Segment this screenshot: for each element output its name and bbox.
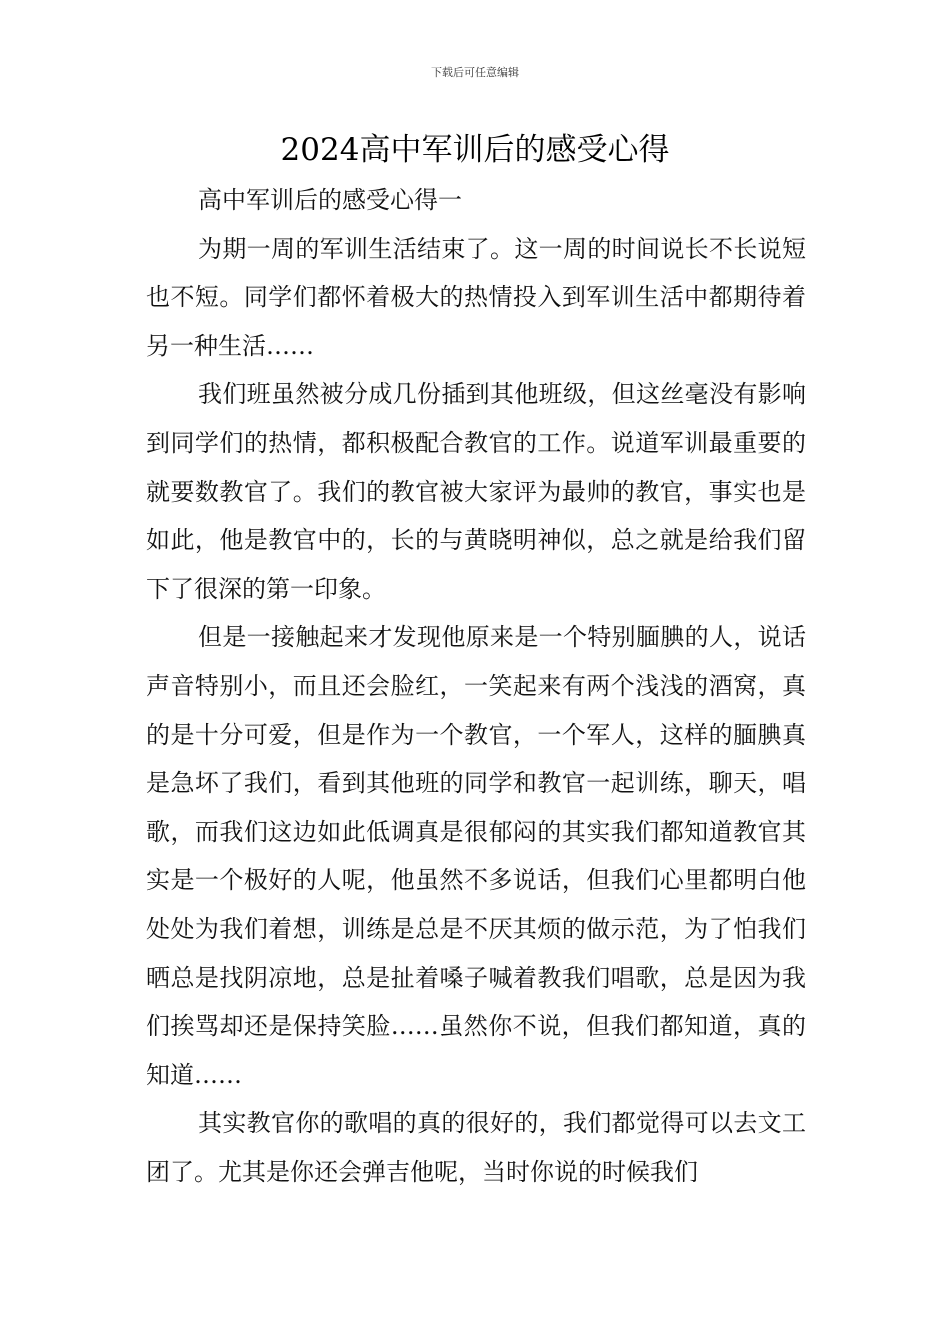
header-note: 下载后可任意编辑 [431, 66, 519, 79]
document-body [146, 176, 806, 1196]
paragraph-subtitle: 高中军训后的感受心得一 [198, 186, 462, 214]
paragraph: 我们班虽然被分成几份插到其他班级，但这丝毫没有影响到同学们的热情，都积极配合教官的工作。说道军训最重要的就要数教官了。我们的教官被大家评为最帅的教官，事实也是如此，他是教官中的，长的与黄晓明神似，总之就是给我们留下了很深的第一印象。 [146, 380, 806, 603]
paragraph: 但是一接触起来才发现他原来是一个特别腼腆的人，说话声音特别小，而且还会脸红，一笑起来有两个浅浅的酒窝，真的是十分可爱，但是作为一个教官，一个军人，这样的腼腆真是急坏了我们，看到其他班的同学和教官一起训练，聊天，唱歌，而我们这边如此低调真是很郁闷的其实我们都知道教官其实是一个极好的人呢，他虽然不多说话，但我们心里都明白他处处为我们着想，训练是总是不厌其烦的做示范，为了怕我们晒总是找阴凉地，总是扯着嗓子喊着教我们唱歌，总是因为我们挨骂却还是保持笑脸……虽然你不说，但我们都知道，真的知道…… [146, 623, 806, 1089]
paragraph: 为期一周的军训生活结束了。这一周的时间说长不长说短也不短。同学们都怀着极大的热情投入到军训生活中都期待着另一种生活…… [146, 234, 806, 360]
paragraph: 其实教官你的歌唱的真的很好的，我们都觉得可以去文工团了。尤其是你还会弹吉他呢，当时你说的时候我们 [146, 1109, 806, 1186]
document-title: 2024高中军训后的感受心得 [280, 132, 670, 168]
